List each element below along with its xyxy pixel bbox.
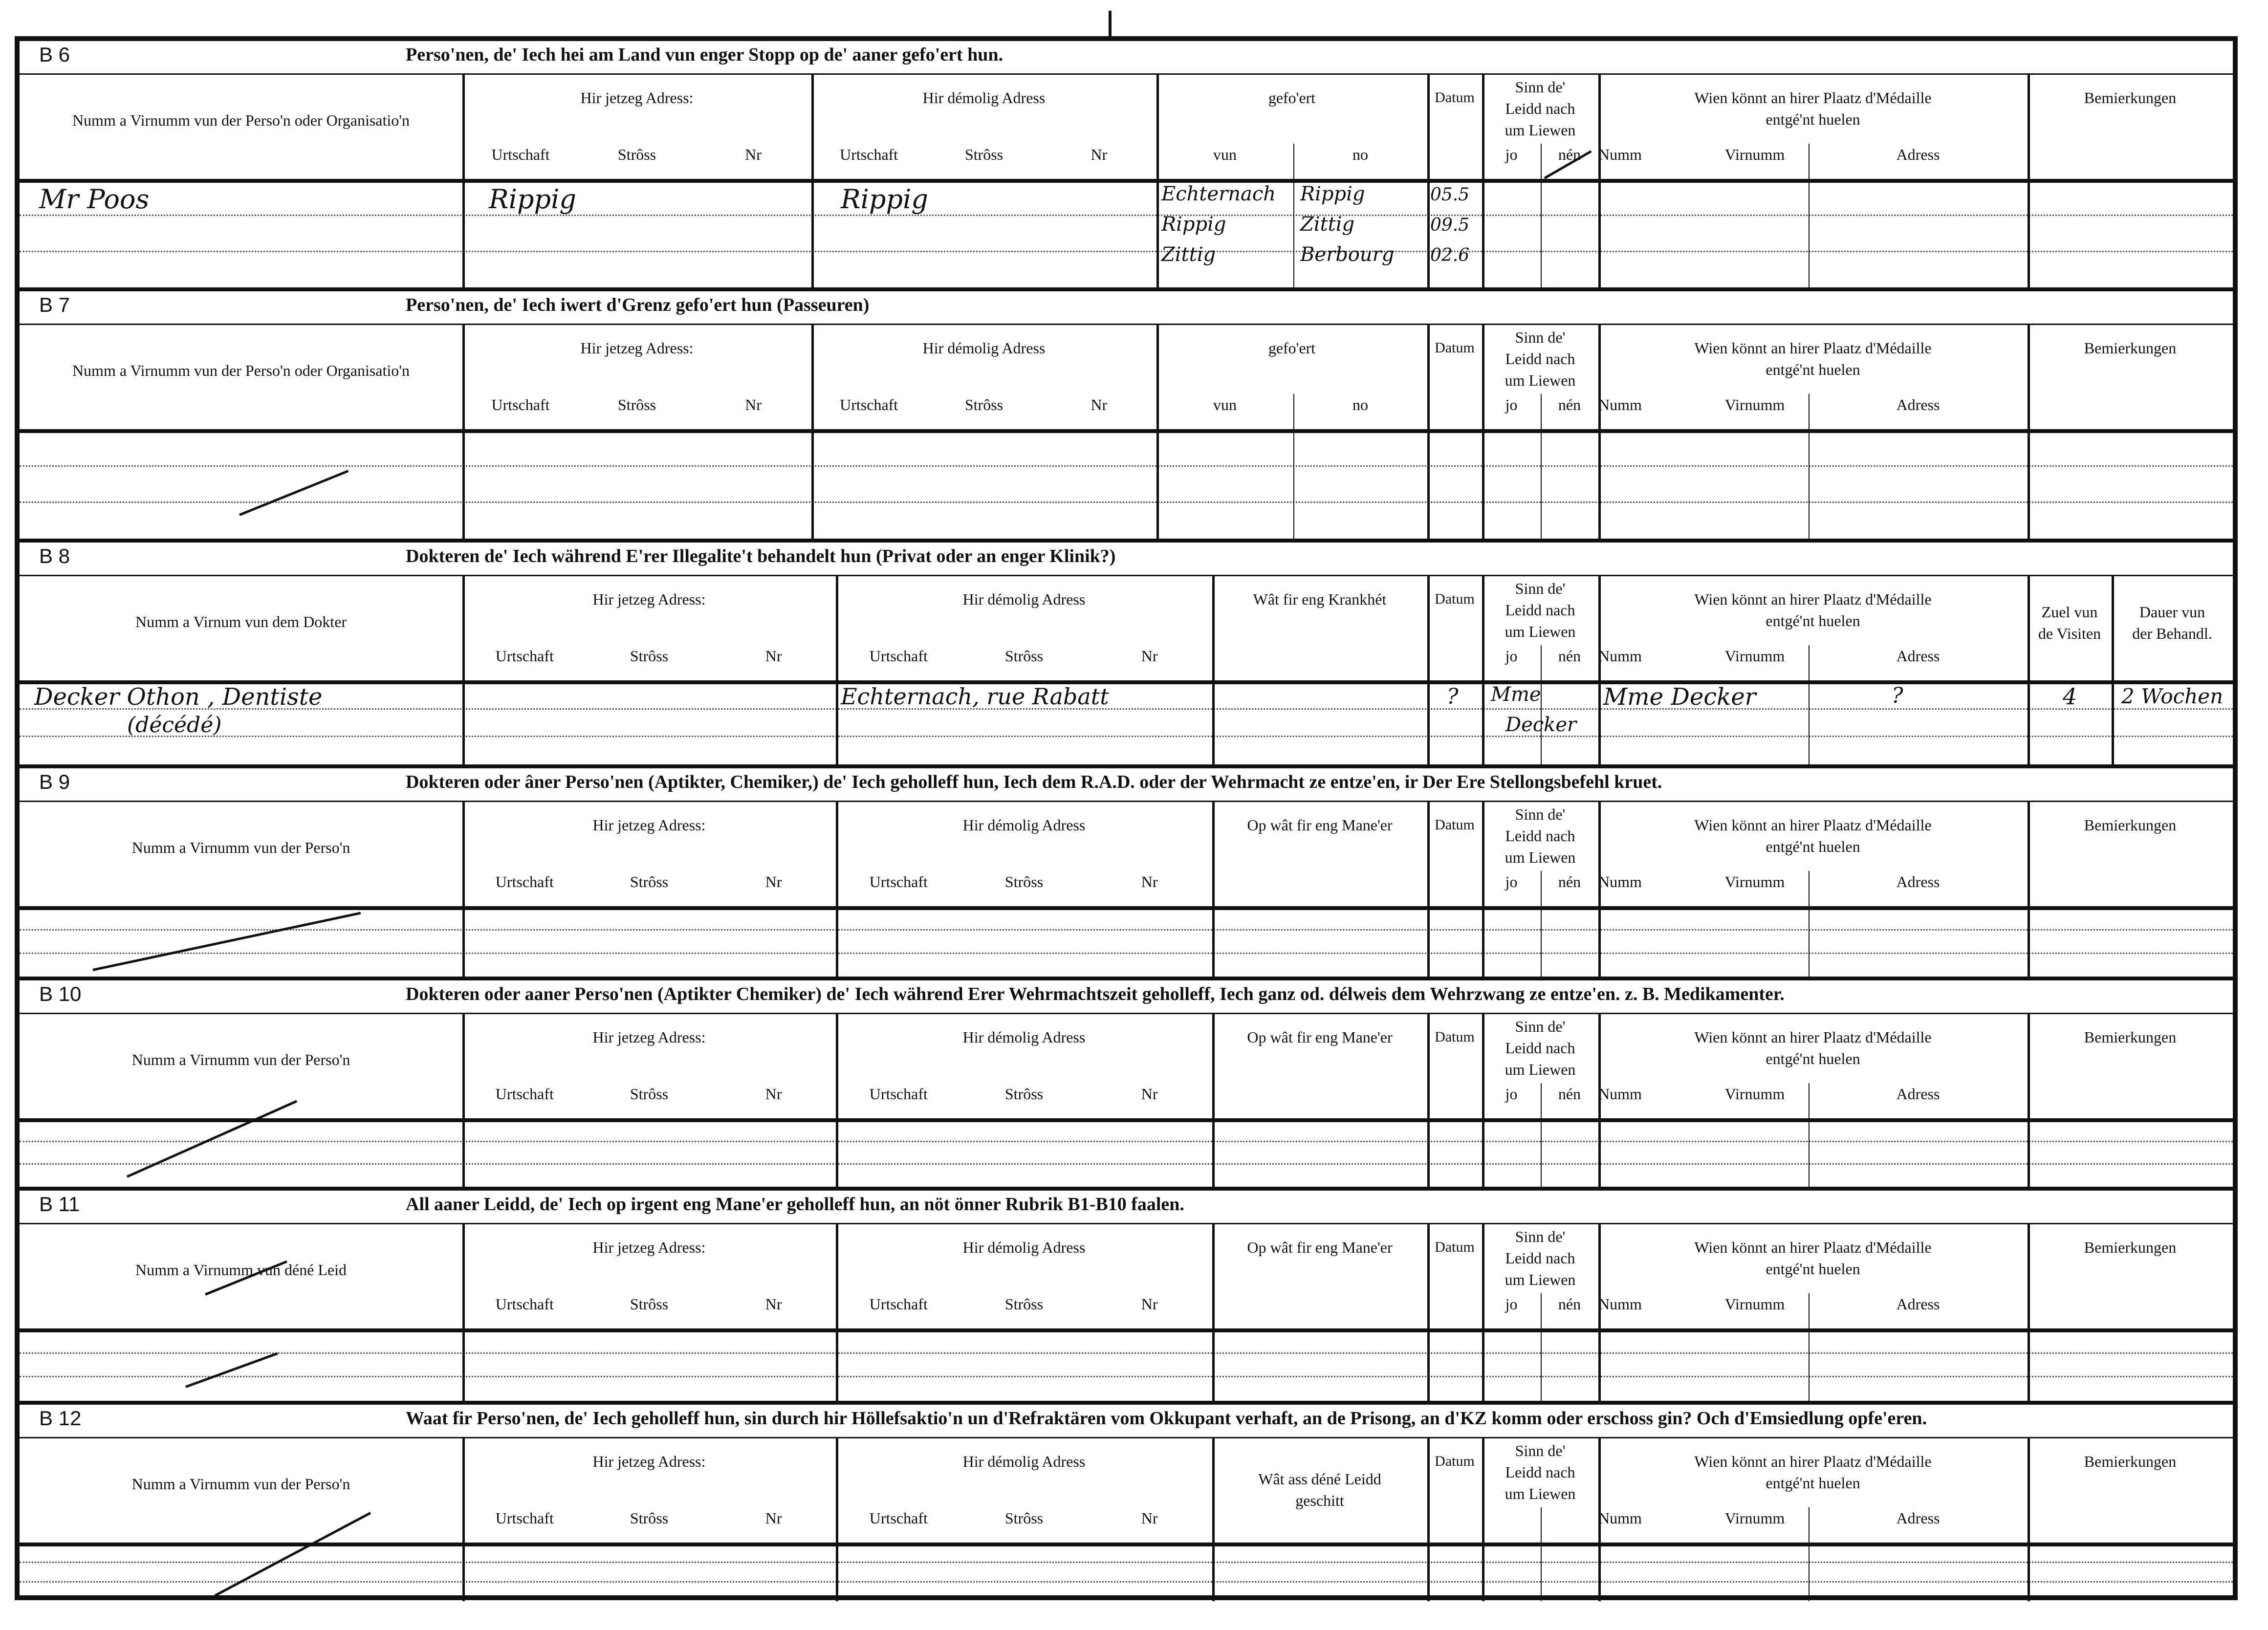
yes-header: jo <box>1505 396 1518 413</box>
date-header: Datum <box>1435 817 1475 833</box>
what-happened-line-2: geschitt <box>1295 1492 1344 1509</box>
alive-header-line: Sinn de' <box>1515 1442 1566 1459</box>
illness-header: Wât fir eng Krankhét <box>1253 590 1387 608</box>
handwritten-duration: 2 Wochen <box>2121 684 2224 708</box>
current-address-header: Hir jetzeg Adress: <box>580 89 694 107</box>
section-bottom-line <box>20 764 2233 768</box>
no-header: nén <box>1558 873 1581 891</box>
alive-header <box>1482 326 1598 391</box>
section-code: B 7 <box>39 293 70 316</box>
former-address-header: Hir démolig Adress <box>962 1028 1086 1046</box>
medal-header-line: Wien könnt an hirer Plaatz d'Médaille <box>1694 590 1932 608</box>
medal-name-header: Numm <box>1598 146 1642 163</box>
medal-firstname-header: Virnumm <box>1724 1085 1785 1103</box>
title-divider <box>20 1437 2233 1438</box>
date-header: Datum <box>1435 1239 1475 1255</box>
former-address-header: Hir démolig Adress <box>962 1239 1086 1256</box>
street-header: Strôss <box>617 396 656 413</box>
medal-firstname-header: Virnumm <box>1724 146 1785 163</box>
remarks-header: Bemierkungen <box>2084 1453 2177 1470</box>
section-bottom-line <box>20 977 2233 980</box>
alive-header <box>1482 578 1598 642</box>
medal-header-line: Wien könnt an hirer Plaatz d'Médaille <box>1694 339 1932 357</box>
section-bottom-line <box>20 1187 2233 1191</box>
alive-header <box>1482 76 1598 141</box>
transported-header: gefo'ert <box>1268 89 1316 107</box>
medal-header-line: entgé'nt huelen <box>1766 361 1860 378</box>
dotted-row-line <box>20 1141 2233 1142</box>
header-divider <box>20 1328 2233 1332</box>
dotted-row-line <box>20 501 2233 503</box>
handwritten-alive: Mme <box>1491 683 1541 706</box>
current-address-header: Hir jetzeg Adress: <box>592 816 706 834</box>
handwritten-date: 02.6 <box>1430 245 1470 265</box>
header-divider <box>20 1543 2233 1546</box>
date-header: Datum <box>1435 1029 1475 1045</box>
former-street-header: Strôss <box>1004 1085 1044 1103</box>
alive-header-line: Sinn de' <box>1515 78 1566 96</box>
medal-header-line: Wien könnt an hirer Plaatz d'Médaille <box>1694 89 1932 107</box>
no-header: nén <box>1558 1295 1581 1313</box>
medal-address-header: Adress <box>1896 1085 1940 1103</box>
medal-name-header: Numm <box>1598 1295 1642 1313</box>
alive-header <box>1482 804 1598 868</box>
alive-header <box>1482 1016 1598 1080</box>
section-bottom-line <box>20 1401 2233 1405</box>
medal-header-line: entgé'nt huelen <box>1766 612 1860 630</box>
yes-header: jo <box>1505 146 1518 163</box>
from-header: vun <box>1213 396 1237 413</box>
former-address-header: Hir démolig Adress <box>922 89 1046 107</box>
no-header: nén <box>1558 146 1581 163</box>
handwritten-to: Rippig <box>1300 183 1365 205</box>
alive-header <box>1482 1226 1598 1290</box>
current-address-header: Hir jetzeg Adress: <box>592 1453 706 1470</box>
alive-column-split <box>1541 144 1542 287</box>
handwritten-from: Echternach <box>1161 183 1276 205</box>
medal-column-split <box>1809 394 1810 539</box>
strike-out-stroke <box>92 912 361 971</box>
current-address-header: Hir jetzeg Adress: <box>592 590 706 608</box>
dotted-row-line <box>20 1562 2233 1563</box>
medal-header-line: Wien könnt an hirer Plaatz d'Médaille <box>1694 1239 1932 1256</box>
number-header: Nr <box>745 146 762 163</box>
current-address-header: Hir jetzeg Adress: <box>592 1028 706 1046</box>
alive-header-line: Sinn de' <box>1515 1228 1566 1245</box>
medal-header <box>1598 1026 2028 1069</box>
locality-header: Urtschaft <box>495 647 554 665</box>
former-address-header: Hir démolig Adress <box>922 339 1046 357</box>
medal-header-line: entgé'nt huelen <box>1766 1474 1860 1492</box>
medal-header <box>1598 588 2028 631</box>
dotted-row-line <box>20 1376 2233 1377</box>
to-header: no <box>1352 396 1368 413</box>
alive-header <box>1482 1440 1598 1504</box>
section-bottom-line <box>20 287 2233 291</box>
medal-name-header: Numm <box>1598 1509 1642 1527</box>
locality-header: Urtschaft <box>495 1295 554 1313</box>
number-header: Nr <box>745 396 762 413</box>
alive-header-line: um Liewen <box>1505 1271 1576 1288</box>
to-header: no <box>1352 146 1368 163</box>
section-code: B 9 <box>39 770 70 793</box>
column-divider <box>1212 1437 1215 1601</box>
number-header: Nr <box>765 1085 782 1103</box>
remarks-header: Bemierkungen <box>2084 816 2177 834</box>
dotted-row-line <box>20 1581 2233 1583</box>
current-address-header: Hir jetzeg Adress: <box>592 1239 706 1256</box>
former-number-header: Nr <box>1141 1085 1158 1103</box>
medal-header-line: Wien könnt an hirer Plaatz d'Médaille <box>1694 1028 1932 1046</box>
medal-address-header: Adress <box>1896 873 1940 891</box>
alive-column-split <box>1541 394 1542 539</box>
form-sheet <box>15 36 2238 1600</box>
section-title: Waat fir Perso'nen, de' Iech geholleff hun, sin durch hir Höllefsaktio'n un d'Refraktären vom Okkupant verhaft, an de Prisong, an d'KZ komm oder erschoss gin? Och d'Emsiedlung opfe'eren. <box>406 1408 1927 1429</box>
number-header: Nr <box>765 873 782 891</box>
remarks-header: Bemierkungen <box>2084 339 2177 357</box>
medal-header <box>1598 337 2028 380</box>
alive-header-line: um Liewen <box>1505 848 1576 866</box>
former-locality-header: Urtschaft <box>869 1295 928 1313</box>
header-divider <box>20 906 2233 910</box>
top-punch-mark <box>1109 11 1112 36</box>
former-number-header: Nr <box>1141 873 1158 891</box>
date-header: Datum <box>1435 340 1475 356</box>
section-code: B 12 <box>39 1407 82 1430</box>
medal-header <box>1598 1451 2028 1494</box>
medal-header <box>1598 1237 2028 1280</box>
locality-header: Urtschaft <box>495 1509 554 1527</box>
column-name-header: Numm a Virnumm vun der Perso'n <box>131 839 350 856</box>
medal-firstname-header: Virnumm <box>1724 647 1785 665</box>
section-code: B 11 <box>39 1193 80 1216</box>
alive-header-line: Leidd nach <box>1505 350 1575 368</box>
medal-header-line: entgé'nt huelen <box>1766 1050 1860 1067</box>
alive-header-line: Sinn de' <box>1515 805 1566 823</box>
dotted-row-line <box>20 1163 2233 1165</box>
medal-address-header: Adress <box>1896 1509 1940 1527</box>
current-address-header: Hir jetzeg Adress: <box>580 339 694 357</box>
yes-header: jo <box>1505 873 1518 891</box>
medal-firstname-header: Virnumm <box>1724 396 1785 413</box>
title-divider <box>20 324 2233 325</box>
handwritten-from: Rippig <box>1161 213 1226 236</box>
street-header: Strôss <box>630 1509 669 1527</box>
medal-firstname-header: Virnumm <box>1724 873 1785 891</box>
header-divider <box>20 179 2233 183</box>
strike-out-stroke <box>127 1100 297 1178</box>
date-header: Datum <box>1435 591 1475 607</box>
strike-out-stroke <box>239 470 349 516</box>
former-street-header: Strôss <box>1004 1509 1044 1527</box>
no-header: nén <box>1558 396 1581 413</box>
locality-header: Urtschaft <box>495 873 554 891</box>
section-code: B 8 <box>39 544 70 567</box>
dotted-row-line <box>20 736 2233 737</box>
section-title: Dokteren oder âner Perso'nen (Aptikter, Chemiker,) de' Iech geholleff hun, Iech dem R.A.D. oder der Wehrmacht ze entze'en, ir Der Ere Stellongsbefehl kruet. <box>406 772 1662 792</box>
street-header: Strôss <box>630 873 669 891</box>
former-number-header: Nr <box>1141 647 1158 665</box>
column-name-header: Numm a Virnumm vun der Perso'n oder Organisatio'n <box>72 362 410 379</box>
former-number-header: Nr <box>1141 1509 1158 1527</box>
locality-header: Urtschaft <box>491 396 550 413</box>
medal-firstname-header: Virnumm <box>1724 1295 1785 1313</box>
street-header: Strôss <box>630 1085 669 1103</box>
strike-out-stroke <box>215 1512 371 1596</box>
header-divider <box>20 429 2233 433</box>
dotted-row-line <box>20 929 2233 931</box>
header-divider <box>20 1118 2233 1122</box>
manner-header: Op wât fir eng Mane'er <box>1247 816 1393 834</box>
former-address-header: Hir démolig Adress <box>962 590 1086 608</box>
alive-header-line: um Liewen <box>1505 121 1576 139</box>
handwritten-date: 05.5 <box>1430 185 1470 205</box>
transport-column-split <box>1293 394 1294 539</box>
medal-name-header: Numm <box>1598 873 1642 891</box>
alive-header-line: Leidd nach <box>1505 1249 1575 1267</box>
alive-header-line: Sinn de' <box>1515 328 1566 346</box>
column-name-header: Numm a Virnumm vun déné Leid <box>135 1261 347 1279</box>
handwritten-date: 09.5 <box>1430 215 1470 235</box>
former-number-header: Nr <box>1141 1295 1158 1313</box>
former-street-header: Strôss <box>964 146 1003 163</box>
no-header: nén <box>1558 1085 1581 1103</box>
section-code: B 6 <box>39 43 70 66</box>
handwritten-date: ? <box>1447 684 1459 709</box>
section-bottom-line <box>20 539 2233 543</box>
medal-address-header: Adress <box>1896 1295 1940 1313</box>
visits-header <box>2028 601 2112 644</box>
street-header: Strôss <box>630 647 669 665</box>
title-divider <box>20 1223 2233 1224</box>
alive-header-line: Leidd nach <box>1505 100 1575 117</box>
from-header: vun <box>1213 146 1237 163</box>
handwritten-former-locality: Rippig <box>841 184 928 215</box>
former-street-header: Strôss <box>1004 647 1044 665</box>
medal-header-line: Wien könnt an hirer Plaatz d'Médaille <box>1694 816 1932 834</box>
section-code: B 10 <box>39 982 82 1005</box>
visits-header-line: Zuel vun <box>2041 603 2098 621</box>
former-locality-header: Urtschaft <box>869 873 928 891</box>
transported-header: gefo'ert <box>1268 339 1316 357</box>
alive-header-line: um Liewen <box>1505 1485 1576 1502</box>
date-header: Datum <box>1435 1453 1475 1469</box>
medal-header-line: Wien könnt an hirer Plaatz d'Médaille <box>1694 1453 1932 1470</box>
duration-header <box>2112 601 2233 644</box>
medal-address-header: Adress <box>1896 396 1940 413</box>
column-name-header: Numm a Virnumm vun der Perso'n oder Organisatio'n <box>72 111 410 129</box>
column-name-header: Numm a Virnum vun dem Dokter <box>135 613 347 630</box>
former-number-header: Nr <box>1090 146 1108 163</box>
alive-header-line: um Liewen <box>1505 623 1576 640</box>
former-street-header: Strôss <box>1004 873 1044 891</box>
alive-header-line: Sinn de' <box>1515 580 1566 597</box>
alive-header-line: Leidd nach <box>1505 827 1575 845</box>
street-header: Strôss <box>617 146 656 163</box>
former-locality-header: Urtschaft <box>840 146 898 163</box>
medal-address-header: Adress <box>1896 647 1940 665</box>
medal-header <box>1598 814 2028 857</box>
alive-header-line: um Liewen <box>1505 1061 1576 1078</box>
section-title: Dokteren de' Iech während E'rer Illegalite't behandelt hun (Privat oder an enger Klinik?) <box>406 546 1116 566</box>
yes-header: jo <box>1505 1085 1518 1103</box>
handwritten-medal-name: Mme Decker <box>1603 683 1756 711</box>
visits-header-line: de Visiten <box>2038 625 2101 642</box>
dotted-row-line <box>20 251 2233 252</box>
section-title: Perso'nen, de' Iech iwert d'Grenz gefo'ert hun (Passeuren) <box>406 295 870 315</box>
alive-header-line: Leidd nach <box>1505 601 1575 619</box>
medal-header-line: entgé'nt huelen <box>1766 110 1860 128</box>
handwritten-from: Zittig <box>1161 243 1216 266</box>
former-street-header: Strôss <box>1004 1295 1044 1313</box>
locality-header: Urtschaft <box>495 1085 554 1103</box>
what-happened-line-1: Wât ass déné Leidd <box>1258 1470 1381 1488</box>
handwritten-name: Mr Poos <box>39 184 150 215</box>
what-happened-header <box>1212 1468 1427 1511</box>
medal-header-line: entgé'nt huelen <box>1766 1260 1860 1278</box>
number-header: Nr <box>765 1295 782 1313</box>
former-locality-header: Urtschaft <box>869 647 928 665</box>
column-name-header: Numm a Virnumm vun der Perso'n <box>131 1051 350 1068</box>
handwritten-medal-firstname: ? <box>1892 683 1903 708</box>
handwritten-to: Berbourg <box>1300 243 1395 266</box>
dotted-row-line <box>20 215 2233 216</box>
alive-header-line: um Liewen <box>1505 371 1576 389</box>
dotted-row-line <box>20 1352 2233 1354</box>
alive-header-line: Leidd nach <box>1505 1039 1575 1057</box>
dotted-row-line <box>20 708 2233 710</box>
handwritten-doctor-note: (décédé) <box>127 713 222 738</box>
number-header: Nr <box>765 1509 782 1527</box>
column-name-header: Numm a Virnumm vun der Perso'n <box>131 1475 350 1493</box>
date-header: Datum <box>1435 89 1475 106</box>
handwritten-current-locality: Rippig <box>489 184 576 215</box>
section-title: All aaner Leidd, de' Iech op irgent eng Mane'er geholleff hun, an nöt önner Rubrik B1-B10 faalen. <box>406 1194 1184 1215</box>
number-header: Nr <box>765 647 782 665</box>
medal-name-header: Numm <box>1598 647 1642 665</box>
no-header: nén <box>1558 647 1581 665</box>
alive-header-line: Sinn de' <box>1515 1018 1566 1035</box>
transport-column-split <box>1293 144 1294 287</box>
section-title: Perso'nen, de' Iech hei am Land vun enger Stopp op de' aaner gefo'ert hun. <box>406 44 1003 65</box>
medal-name-header: Numm <box>1598 1085 1642 1103</box>
former-locality-header: Urtschaft <box>869 1509 928 1527</box>
remarks-header: Bemierkungen <box>2084 89 2177 107</box>
former-street-header: Strôss <box>964 396 1003 413</box>
title-divider <box>20 1013 2233 1014</box>
manner-header: Op wât fir eng Mane'er <box>1247 1028 1393 1046</box>
former-locality-header: Urtschaft <box>869 1085 928 1103</box>
former-address-header: Hir démolig Adress <box>962 1453 1086 1470</box>
yes-header: jo <box>1505 1295 1518 1313</box>
former-locality-header: Urtschaft <box>840 396 898 413</box>
handwritten-former-address: Echternach, rue Rabatt <box>841 683 1109 710</box>
duration-header-line: der Behandl. <box>2132 625 2212 642</box>
title-divider <box>20 801 2233 802</box>
handwritten-to: Zittig <box>1300 213 1355 236</box>
medal-column-split <box>1809 144 1810 287</box>
locality-header: Urtschaft <box>491 146 550 163</box>
yes-header: jo <box>1505 647 1518 665</box>
alive-column-split <box>1541 1507 1542 1601</box>
medal-name-header: Numm <box>1598 396 1642 413</box>
former-address-header: Hir démolig Adress <box>962 816 1086 834</box>
medal-header-line: entgé'nt huelen <box>1766 838 1860 855</box>
dotted-row-line <box>20 465 2233 467</box>
handwritten-visits: 4 <box>2063 683 2077 710</box>
strike-out-stroke <box>185 1352 278 1388</box>
title-divider <box>20 575 2233 576</box>
handwritten-doctor-name: Decker Othon , Dentiste <box>34 683 323 711</box>
street-header: Strôss <box>630 1295 669 1313</box>
medal-firstname-header: Virnumm <box>1724 1509 1785 1527</box>
dotted-row-line <box>20 953 2233 954</box>
alive-header-line: Leidd nach <box>1505 1463 1575 1481</box>
manner-header: Op wât fir eng Mane'er <box>1247 1239 1393 1256</box>
medal-header <box>1598 87 2028 130</box>
remarks-header: Bemierkungen <box>2084 1239 2177 1256</box>
handwritten-alive-name: Decker <box>1505 714 1577 736</box>
section-title: Dokteren oder aaner Perso'nen (Aptikter Chemiker) de' Iech während Erer Wehrmachtszeit geholleff, Iech ganz od. délweis dem Wehrzwang ze entze'en. z. B. Medikamenter. <box>406 984 1785 1004</box>
duration-header-line: Dauer vun <box>2139 603 2205 621</box>
title-divider <box>20 73 2233 75</box>
remarks-header: Bemierkungen <box>2084 1028 2177 1046</box>
former-number-header: Nr <box>1090 396 1108 413</box>
medal-address-header: Adress <box>1896 146 1940 163</box>
